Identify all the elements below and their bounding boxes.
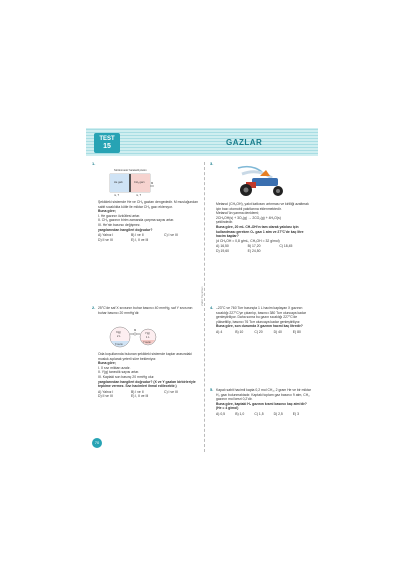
q4-option-b[interactable]: B) 10 <box>235 329 244 334</box>
test-badge <box>94 133 120 153</box>
q4-option-e[interactable]: E) 80 <box>292 329 301 334</box>
question-4 <box>210 305 312 335</box>
left-gas-label: He gazı <box>114 181 123 184</box>
q2-option-c[interactable]: C) I ve III <box>164 389 178 394</box>
question-1-item-3: III. He'nin basıncı değişmez. <box>98 222 141 227</box>
question-5 <box>210 387 312 417</box>
question-4-text: –23°C ve 760 Torr basınçta 1 L hacim kaplayan X gazının sıcaklığı 227°C'ye çıkarılıp, basıncı 380 Torr oluncaya kadar genleştiriliyor. Daha sonra bu gazın sıcaklığı 227°C'de yükseltilip, basıncı 76 Torr oluncaya kadar genleştiriliyor. <box>216 306 306 324</box>
publisher-side-note: Zafer Yayınları <box>200 286 204 306</box>
dragster-car-figure <box>232 164 288 198</box>
question-5-number: 5. <box>210 387 214 392</box>
question-2-prompt: Buna göre; <box>98 361 116 366</box>
q4-option-c[interactable]: C) 20 <box>254 329 263 334</box>
valve-label: M <box>151 182 154 185</box>
x-gas-label: X(g) <box>116 331 121 334</box>
page-number-badge: 70 <box>92 438 102 448</box>
q5-option-c[interactable]: C) 1,5 <box>254 411 264 416</box>
q2-option-a[interactable]: A) Yalnız I <box>98 389 114 394</box>
test-number: 15 <box>103 143 111 150</box>
q2-option-b[interactable]: B) I ve II <box>131 389 144 394</box>
q2-option-e[interactable]: E) I, II ve III <box>131 394 149 399</box>
right-conditions: m, T <box>136 194 142 197</box>
q1-option-b[interactable]: B) I ve II <box>131 233 144 238</box>
q1-option-c[interactable]: C) I ve III <box>164 233 178 238</box>
question-4-question: Buna göre, son durumda X gazının hacmi kaç litredir? <box>216 324 303 329</box>
question-1 <box>98 200 198 242</box>
piston-figure <box>100 168 156 198</box>
question-2-item-2: II. Y(g) taneciik sayısı artar. <box>98 370 140 375</box>
right-gas-label: CH₄ gazı <box>134 181 145 184</box>
question-3-options <box>216 244 312 253</box>
question-3-text3: şeklindedir. <box>216 220 233 225</box>
question-2-item-1: I. X sıvı miktarı azalır. <box>98 365 131 370</box>
question-5-options <box>216 412 312 417</box>
q2-option-d[interactable]: D) II ve III <box>98 394 113 399</box>
question-3-data: (d CH₃OH = 0,8 g/mL, CH₃OH = 32 g/mol) <box>216 238 280 243</box>
column-divider <box>204 162 205 452</box>
question-2-text2: Oda koşullarında bulunan şekildeki sistemde kaplar arasındaki musluk açılarak yeterli süre bekleniyor. <box>98 352 192 361</box>
exam-page <box>86 128 318 458</box>
question-3-question: Buna göre, 20 mL CH₃OH'ın tam olarak yakılası için kullanılması gereken O₂ gazı 1 atm ve 27°C'de kaç litre hacim kaplar? <box>216 224 304 239</box>
question-3-number: 3. <box>210 161 214 166</box>
question-3-text2: Metanol'ün yanma denklemi; <box>216 211 260 216</box>
question-2 <box>92 305 198 315</box>
question-1-number: 1. <box>92 161 96 166</box>
q5-option-d[interactable]: D) 2,5 <box>273 411 283 416</box>
question-5-text: Kapalı sabit hacimli kapta 0,2 mol CH₄, 2 gram He ve bir miktar H₂ gazı bulunmaktadır. Kaptaki toplam gaz basıncı 9 atm, CH₄ gazının mol kesri 0,2'dir. <box>216 388 311 402</box>
y-gas-label: Y(g) <box>145 332 150 335</box>
q5-option-b[interactable]: B) 1,0 <box>235 411 245 416</box>
question-1-prompt: Buna göre; <box>98 209 116 214</box>
q5-option-e[interactable]: E) 3 <box>292 411 299 416</box>
question-1-text: Şekildeki sistemde He ve CH₄ gazları dengededir. M musluğundan sabit sıcaklıkta kütle ile miktar CH₄ gazı eklenıyor. <box>98 200 198 209</box>
piston-label: Sürtünmesiz hareketli piston <box>114 169 147 172</box>
q4-option-d[interactable]: D) 40 <box>273 329 282 334</box>
question-2-number: 2. <box>92 305 96 310</box>
y-liquid-label: Y sıvısı <box>143 341 151 344</box>
question-1-question: yargılarından hangileri doğrudur? <box>98 227 153 232</box>
q1-option-d[interactable]: D) II ve III <box>98 237 113 242</box>
question-4-number: 4. <box>210 305 214 310</box>
question-3-text: Metanol (CH₃OH), yakıt katkısını artırması ve kirliliği azaltmak için bazı otomobil yakıtlarına eklenmektedir. <box>216 202 309 211</box>
valve-m-label: M <box>134 329 137 332</box>
question-4-options <box>216 330 312 335</box>
question-2-options <box>98 390 198 399</box>
q4-option-a[interactable]: A) 4 <box>216 329 223 334</box>
question-2-text: 25°C'de saf X sıvısının buhar basıncı 40 mmHg, saf Y sıvısının buhar basıncı 20 mmHg'dir. <box>98 306 193 315</box>
q1-option-e[interactable]: E) I, II ve III <box>131 237 149 242</box>
topic-title: GAZLAR <box>226 138 263 147</box>
question-1-item-2: II. CH₄ gazının birim zamanda çarpma sayısı artar. <box>98 218 175 223</box>
q3-option-b[interactable]: B) 17,20 <box>247 244 261 249</box>
q3-option-d[interactable]: D) 19,60 <box>216 248 230 253</box>
question-5-question: Buna göre, kaptaki H₂ gazının kısmi basıncı kaç atm'dir? (He = 4 g/mol) <box>216 401 307 411</box>
x-liquid-label: X sıvısı <box>115 343 123 346</box>
q3-option-c[interactable]: C) 18,45 <box>279 244 293 249</box>
q5-option-a[interactable]: A) 0,5 <box>216 411 226 416</box>
question-1-item-1: I. He gazının özkütlesi artar. <box>98 213 141 218</box>
question-2-body <box>98 352 198 399</box>
two-flask-figure <box>104 324 164 350</box>
question-2-item-3: III. Kaptaki son basınç 20 mmHg olur. <box>98 374 155 379</box>
y-volume-label: 1 L <box>146 336 150 339</box>
q3-option-e[interactable]: E) 24,50 <box>247 248 261 253</box>
x-volume-label: 2 L <box>117 335 121 338</box>
q3-option-a[interactable]: A) 16,50 <box>216 244 229 249</box>
question-3 <box>216 202 312 254</box>
question-3-equation: 2CH₃OH(s) + 3O₂(g) → 2CO₂(g) + 4H₂O(s) <box>216 215 281 220</box>
q1-option-a[interactable]: A) Yalnız I <box>98 233 114 238</box>
left-conditions: m, T <box>114 194 120 197</box>
question-2-question: yargılarından hangileri doğrudur? (X ve Y gazları birbirleriyle tepkime vermez. Sıvı hacimleri ihmal edilecektir.) <box>98 379 196 389</box>
test-label: TEST <box>99 136 115 142</box>
question-1-options <box>98 233 198 242</box>
page-header <box>86 128 318 156</box>
